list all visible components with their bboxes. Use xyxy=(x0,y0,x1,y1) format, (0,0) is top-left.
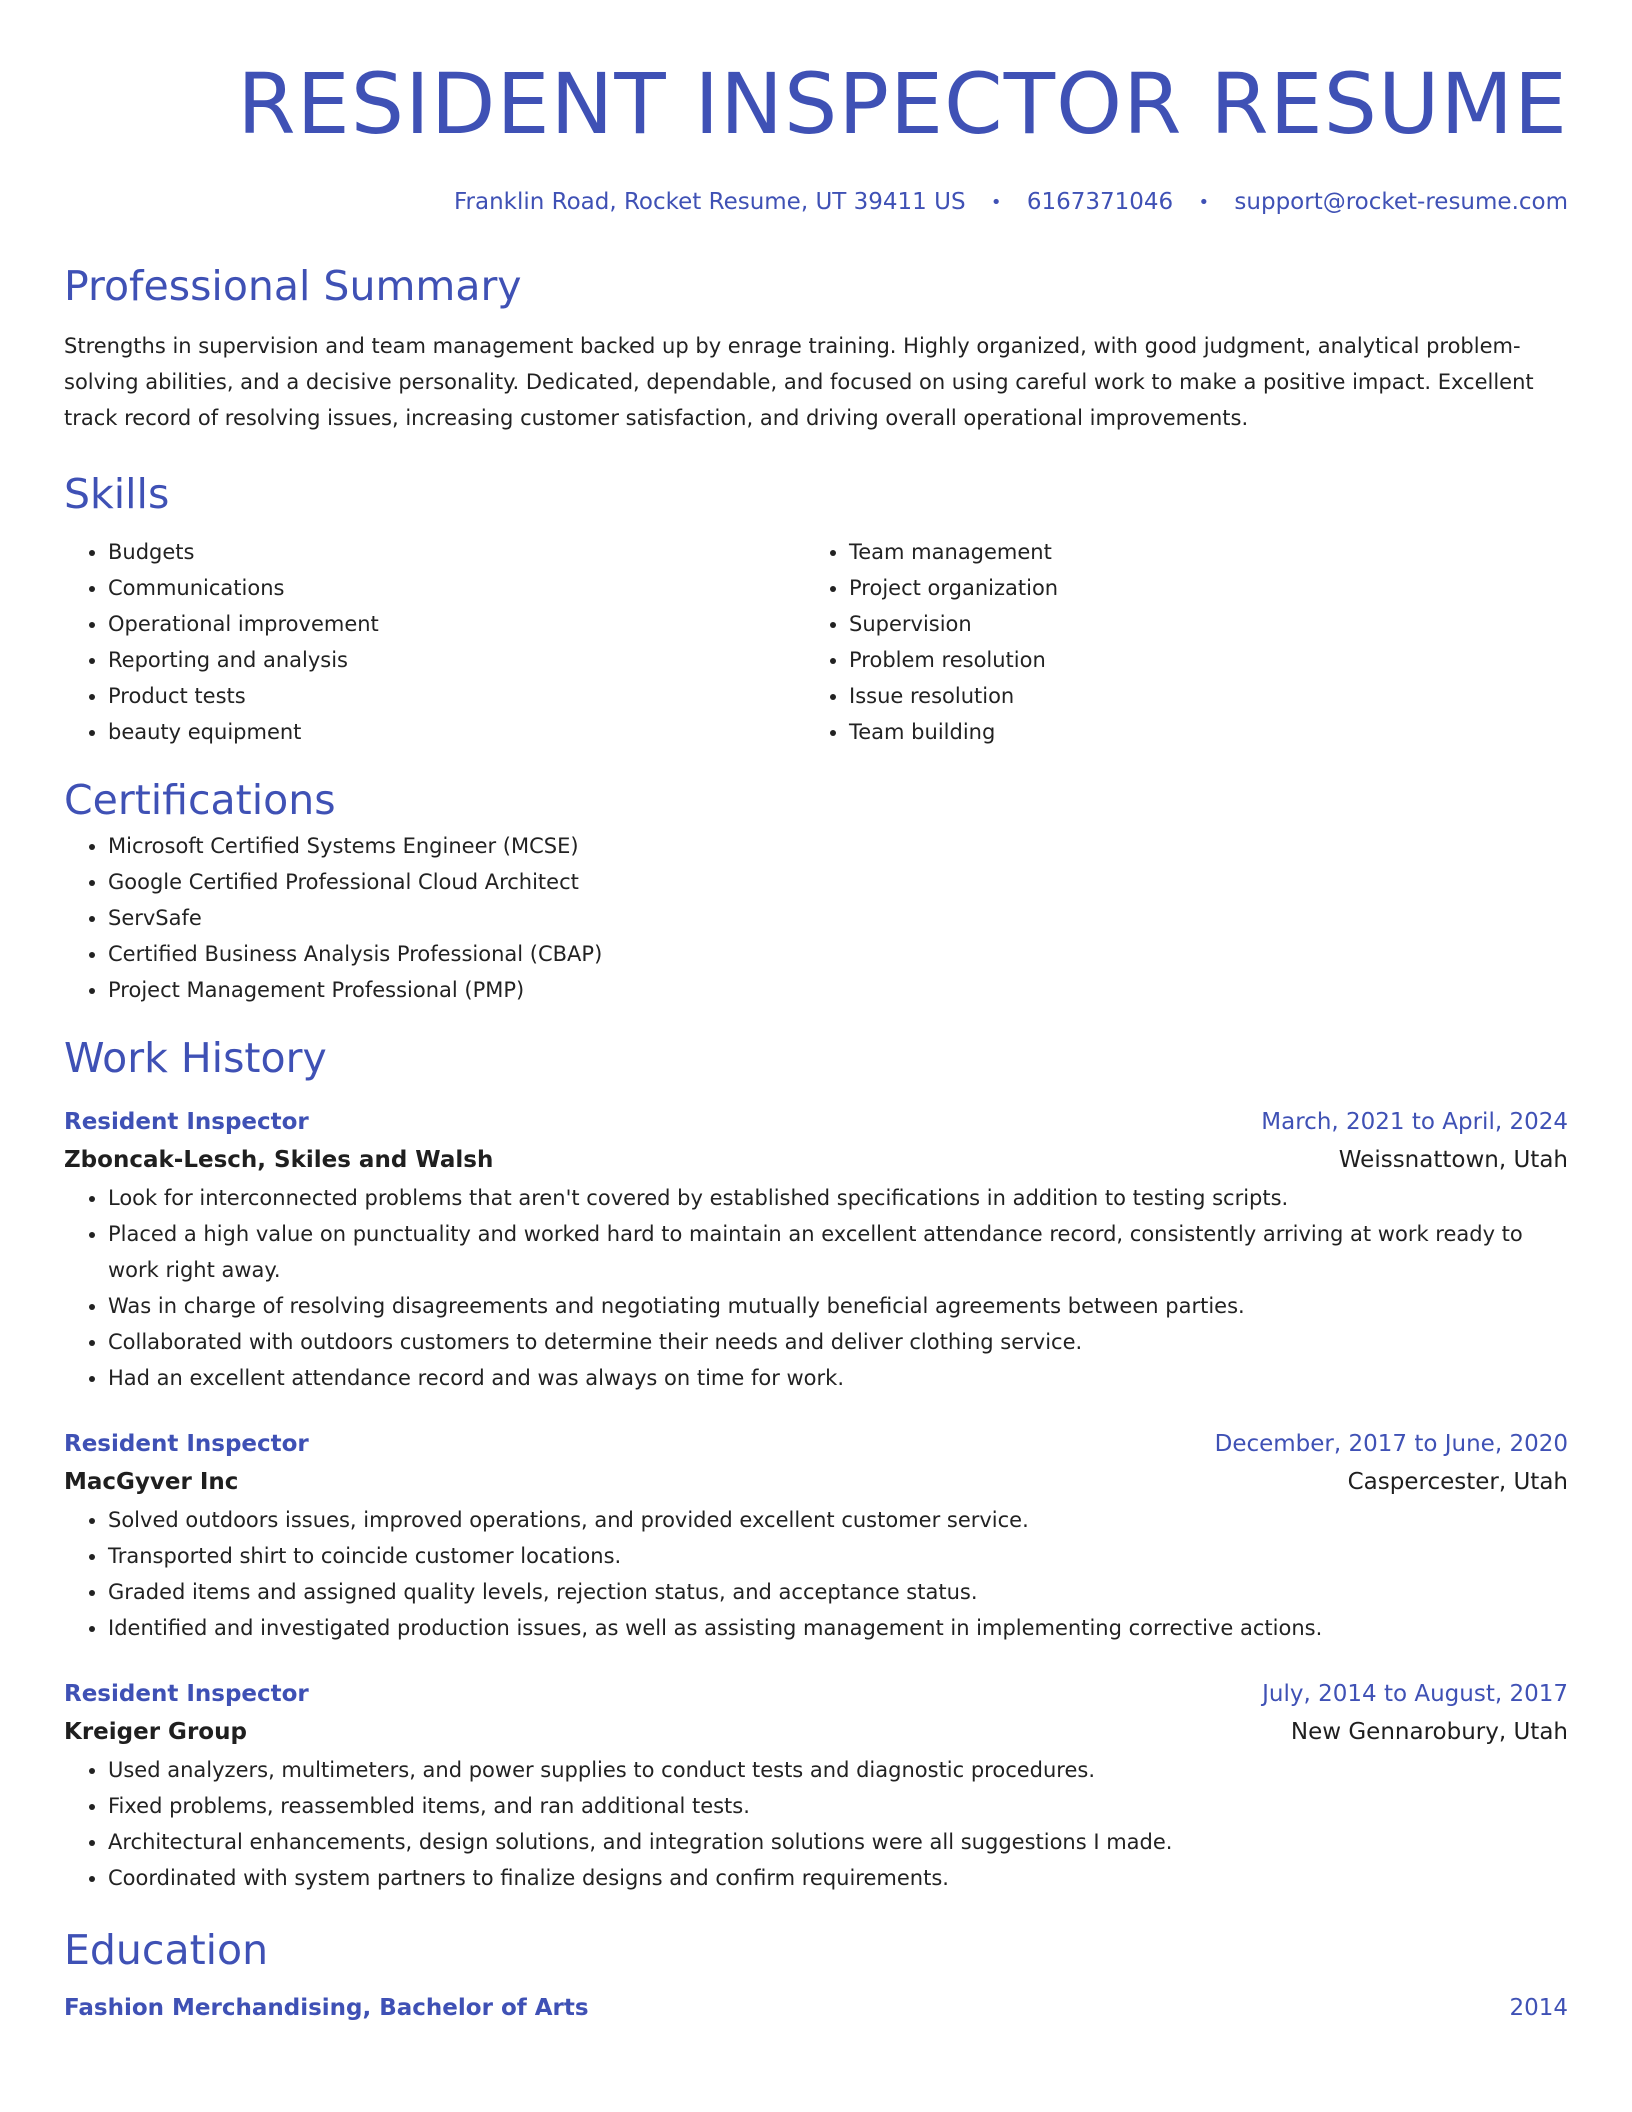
education-year: 2014 xyxy=(1509,1995,1568,2021)
skill-item: • beauty equipment xyxy=(108,714,805,750)
education-entry xyxy=(64,1990,1568,2026)
job-dates: December, 2017 to June, 2020 xyxy=(1214,1431,1568,1457)
job-duties-list xyxy=(64,1180,1568,1396)
job-duty-item: • Architectural enhancements, design solutions, and integration solutions were all suggestions I made. xyxy=(108,1824,1568,1860)
skill-item: • Operational improvement xyxy=(108,606,805,642)
job-location: Weissnattown, Utah xyxy=(1338,1147,1568,1173)
skill-item: • Project organization xyxy=(849,570,1546,606)
skill-item: • Reporting and analysis xyxy=(108,642,805,678)
skill-item: • Product tests xyxy=(108,678,805,714)
certification-item: • Certified Business Analysis Professional (CBAP) xyxy=(108,936,1568,972)
job-duty-item: • Graded items and assigned quality levels, rejection status, and acceptance status. xyxy=(108,1574,1568,1610)
job-title: Resident Inspector xyxy=(64,1681,309,1707)
resume-title: RESIDENT INSPECTOR RESUME xyxy=(237,55,1568,153)
job-entry xyxy=(64,1426,1568,1646)
job-company: Zboncak-Lesch, Skiles and Walsh xyxy=(64,1147,494,1173)
skills-heading: Skills xyxy=(64,470,170,518)
certification-item: • Microsoft Certified Systems Engineer (MCSE) xyxy=(108,828,1568,864)
job-duties-list xyxy=(64,1752,1568,1896)
skill-item: • Budgets xyxy=(108,534,805,570)
certifications-heading: Certifications xyxy=(64,776,336,824)
certifications-list xyxy=(64,828,1568,1008)
skill-item: • Problem resolution xyxy=(849,642,1546,678)
phone-text: 6167371046 xyxy=(1026,189,1174,215)
job-duty-item: • Collaborated with outdoors customers to determine their needs and deliver clothing service. xyxy=(108,1324,1568,1360)
address-text: Franklin Road, Rocket Resume, UT 39411 US xyxy=(453,189,966,215)
skills-column-left xyxy=(64,534,805,750)
job-duties-list xyxy=(64,1502,1568,1646)
skills-list xyxy=(64,534,1568,750)
job-duty-item: • Coordinated with system partners to finalize designs and confirm requirements. xyxy=(108,1860,1568,1896)
skills-column-right xyxy=(805,534,1546,750)
job-company: MacGyver Inc xyxy=(64,1469,239,1495)
job-duty-item: • Had an excellent attendance record and was always on time for work. xyxy=(108,1360,1568,1396)
skill-item: • Team building xyxy=(849,714,1546,750)
contact-separator: • xyxy=(1198,192,1210,213)
job-location: Caspercester, Utah xyxy=(1347,1469,1568,1495)
skill-item: • Supervision xyxy=(849,606,1546,642)
summary-text: Strengths in supervision and team management backed up by enrage training. Highly organized, with good judgment, analytical problem-solving abilities, and a decisive personality. Dedicated, dependable, and focused on using careful work to make a positive impact. Excellent track record of resolving issues, increasing customer satisfaction, and driving overall operational improvements. xyxy=(64,334,1534,430)
skill-item: • Team management xyxy=(849,534,1546,570)
work-history-heading: Work History xyxy=(64,1034,327,1082)
job-duty-item: • Used analyzers, multimeters, and power supplies to conduct tests and diagnostic procedures. xyxy=(108,1752,1568,1788)
job-location: New Gennarobury, Utah xyxy=(1290,1719,1568,1745)
contact-line xyxy=(64,186,1568,220)
education-degree: Fashion Merchandising, Bachelor of Arts xyxy=(64,1995,589,2021)
summary-heading: Professional Summary xyxy=(64,262,522,310)
job-duty-item: • Fixed problems, reassembled items, and ran additional tests. xyxy=(108,1788,1568,1824)
job-title: Resident Inspector xyxy=(64,1431,309,1457)
skill-item: • Issue resolution xyxy=(849,678,1546,714)
job-duty-item: • Identified and investigated production issues, as well as assisting management in implementing corrective actions. xyxy=(108,1610,1568,1646)
certification-item: • Google Certified Professional Cloud Architect xyxy=(108,864,1568,900)
email-link[interactable]: support@rocket-resume.com xyxy=(1234,189,1568,215)
job-entry xyxy=(64,1676,1568,1896)
job-dates: March, 2021 to April, 2024 xyxy=(1261,1109,1568,1135)
job-entry xyxy=(64,1104,1568,1396)
job-duty-item: • Look for interconnected problems that aren't covered by established specifications in addition to testing scripts. xyxy=(108,1180,1568,1216)
job-title: Resident Inspector xyxy=(64,1109,309,1135)
certification-item: • Project Management Professional (PMP) xyxy=(108,972,1568,1008)
job-duty-item: • Placed a high value on punctuality and worked hard to maintain an excellent attendance record, consistently arriving at work ready to work right away. xyxy=(108,1216,1568,1288)
job-duty-item: • Was in charge of resolving disagreements and negotiating mutually beneficial agreements between parties. xyxy=(108,1288,1568,1324)
skill-item: • Communications xyxy=(108,570,805,606)
certification-item: • ServSafe xyxy=(108,900,1568,936)
job-duty-item: • Solved outdoors issues, improved operations, and provided excellent customer service. xyxy=(108,1502,1568,1538)
job-dates: July, 2014 to August, 2017 xyxy=(1262,1681,1568,1707)
job-duty-item: • Transported shirt to coincide customer locations. xyxy=(108,1538,1568,1574)
contact-separator: • xyxy=(990,192,1002,213)
education-heading: Education xyxy=(64,1926,269,1974)
job-company: Kreiger Group xyxy=(64,1719,247,1745)
